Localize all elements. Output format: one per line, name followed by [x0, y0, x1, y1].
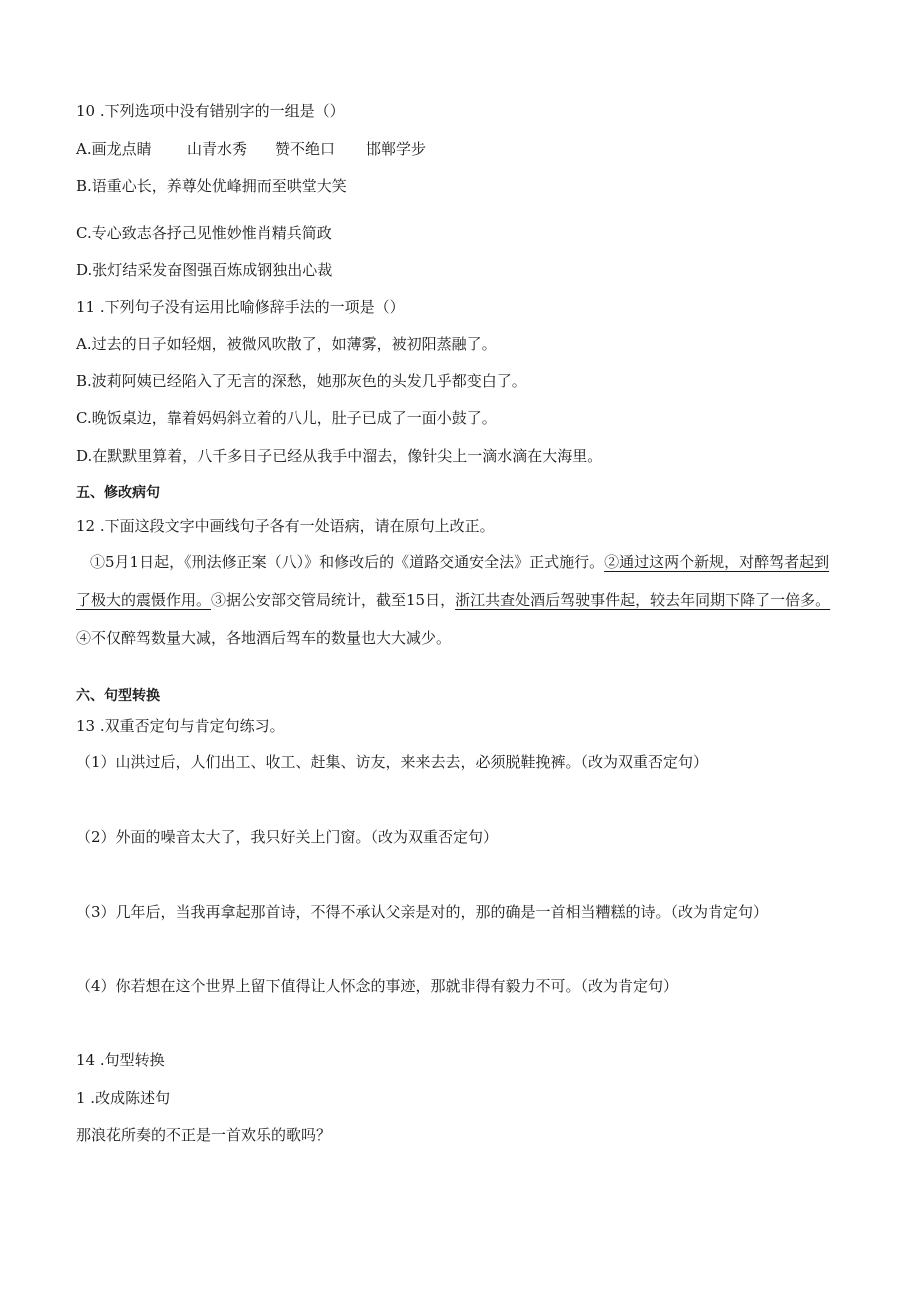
q10-option-a [76, 139, 426, 159]
q12-sentence-4: ④不仅醉驾数量大减，各地酒后驾车的数量也大大减少。 [76, 629, 452, 647]
q12-underlined-sentence-2: ②通过这两个新规，对醉驾者起到了极大的震慑作用。 [76, 553, 830, 609]
q11-option-b: B.波莉阿姨已经陷入了无言的深愁，她那灰色的头发几乎都变白了。 [76, 372, 527, 390]
section-5-heading: 五、修改病句 [76, 485, 160, 501]
q10-option-a-word-4: 邯郸学步 [366, 140, 427, 158]
q10-option-c: C.专心致志各抒己见惟妙惟肖精兵简政 [76, 224, 332, 242]
q12-underlined-sentence-3: 浙江共查处酒后驾驶事件起，较去年同期下降了一倍多。 [455, 591, 831, 609]
q10-option-d: D.张灯结采发奋图强百炼成钢独出心裁 [76, 261, 333, 279]
q11-stem: 11 .下列句子没有运用比喻修辞手法的一项是（） [76, 298, 405, 316]
q12-sentence-1: ①5月1日起，《刑法修正案（八）》和修改后的《道路交通安全法》正式施行。 [90, 553, 605, 571]
q11-option-d: D.在默默里算着，八千多日子已经从我手中溜去，像针尖上一滴水滴在大海里。 [76, 447, 603, 465]
q13-item-4: （4）你若想在这个世界上留下值得让人怀念的事迹，那就非得有毅力不可。（改为肯定句） [76, 977, 679, 995]
q13-item-1: （1）山洪过后，人们出工、收工、赶集、访友，来来去去，必须脱鞋挽裤。（改为双重否定句） [76, 753, 709, 771]
q10-option-b: B.语重心长，养尊处优峰拥而至哄堂大笑 [76, 177, 347, 195]
q10-stem: 10 .下列选项中没有错别字的一组是（） [76, 102, 345, 120]
q14-stem: 14 .句型转换 [76, 1051, 165, 1069]
q14-sub-1: 1 .改成陈述句 [76, 1089, 171, 1107]
q10-option-a-word-2: 山青水秀 [187, 140, 248, 158]
q11-option-c: C.晚饭桌边，靠着妈妈斜立着的八儿，肚子已成了一面小鼓了。 [76, 409, 497, 427]
section-6-heading: 六、句型转换 [76, 688, 160, 704]
q10-option-a-word-3: 赞不绝口 [275, 140, 336, 158]
q11-option-a: A.过去的日子如轻烟，被微风吹散了，如薄雾，被初阳蒸融了。 [76, 335, 497, 353]
q13-stem: 13 .双重否定句与肯定句练习。 [76, 717, 285, 735]
q12-passage [76, 543, 842, 657]
q10-option-a-word-1: A.画龙点睛 [76, 140, 152, 158]
q13-item-3: （3）几年后，当我再拿起那首诗，不得不承认父亲是对的，那的确是一首相当糟糕的诗。（改为肯定句） [76, 903, 769, 921]
q12-sentence-3-intro: ③据公安部交管局统计，截至15日， [211, 591, 456, 609]
q13-item-2: （2）外面的噪音太大了，我只好关上门窗。（改为双重否定句） [76, 828, 499, 846]
q14-sentence: 那浪花所奏的不正是一首欢乐的歌吗？ [76, 1126, 332, 1144]
q12-stem: 12 .下面这段文字中画线句子各有一处语病，请在原句上改正。 [76, 517, 495, 535]
